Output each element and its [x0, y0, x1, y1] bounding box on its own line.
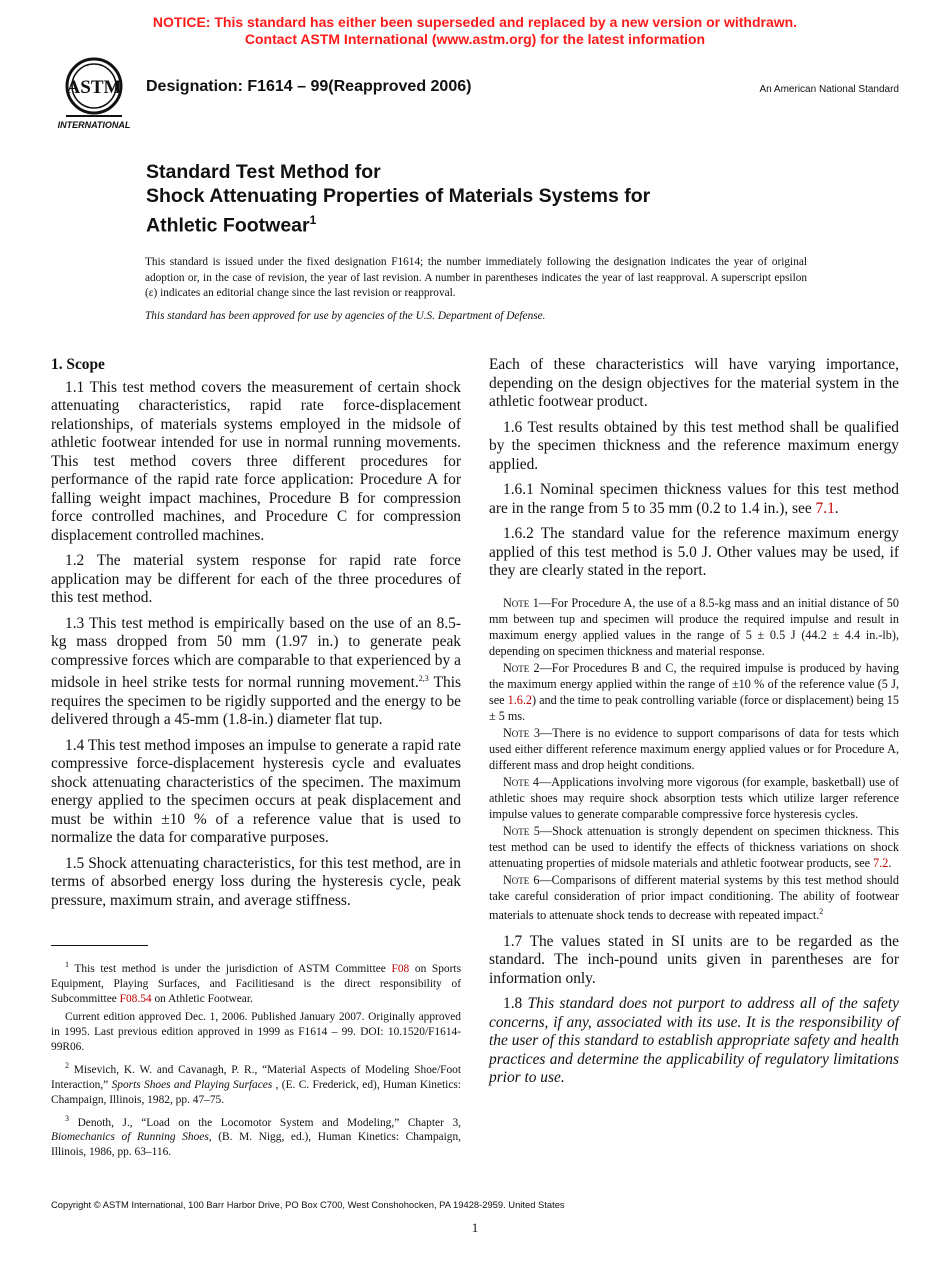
footnote-3-italic: Biomechanics of Running Shoes [51, 1131, 209, 1144]
note-2-text-a: 2—For Procedures B and C, the required impulse is produced by having the maximum energy applied within the range of ±10 % of the reference value (5 J, see [489, 660, 899, 707]
para-1-4: 1.4 This test method imposes an impulse to generate a rapid rate compressive force-displacement hysteresis cycle and evaluates shock attenuating characteristics of the specimen. The maximum energy applied to the specimen occurs at peak displacement and must be within ±10 % of a reference value that is used to normalize the data for comparative purposes. [51, 736, 461, 847]
link-f08-54[interactable]: F08.54 [119, 992, 152, 1005]
para-1-2: 1.2 The material system response for rapid rate force application may be different for each of the three procedures of this test method. [51, 552, 461, 606]
logo-caption: INTERNATIONAL [57, 120, 131, 130]
link-1-6-2[interactable]: 1.6.2 [507, 692, 532, 707]
note-5-label: Note [503, 823, 530, 838]
note-6-text: 6—Comparisons of different material systems by this test method should take careful consideration of prior impact conditioning. The ability of footwear materials to attenuate shock tends to decrease with repeated impact. [489, 872, 899, 922]
note-1 [489, 595, 899, 659]
notice-line-1: NOTICE: This standard has either been superseded and replaced by a new version or withdrawn. [152, 14, 798, 30]
footnote-2-text-b: , (E. C. Frederick, ed), Human Kinetics: Champaign, Illinois, 1982, pp. 47–75. [51, 1078, 461, 1106]
para-1-3-text-b: This requires the specimen to be rigidly supported and the energy to be delivered through a 45-mm (1.8-in.) diameter flat tup. [51, 674, 461, 729]
para-1-3-text-a: 1.3 This test method is empirically based on the use of an 8.5-kg mass dropped from 50 mm (1.97 in.) to generate peak compressive forces which are comparable to that experienced by a midsole in heel strike tests for normal running movement. [51, 614, 461, 692]
withdrawal-notice [0, 14, 950, 48]
footnote-3 [51, 1111, 461, 1161]
para-1-6-2: 1.6.2 The standard value for the reference maximum energy applied of this test method is 5.0 J. Other values may be used, if they are clearly stated in the report. [489, 525, 899, 579]
para-1-5: 1.5 Shock attenuating characteristics, for this test method, are in terms of absorbed energy loss during the hysteresis cycle, peak pressure, maximum strain, and average stiffness. [51, 854, 461, 909]
title-line-2: Shock Attenuating Properties of Materials Systems for [146, 185, 651, 207]
note-2 [489, 660, 899, 724]
note-1-text: 1—For Procedure A, the use of a 8.5-kg mass and an initial distance of 50 mm between tup and specimen will produce the required impulse and result in maximum energy applied values in the range of 5 ± 0.5 J (44.2 ± 4.4 in.-lb), depending on specimen thickness and material response. [489, 595, 899, 658]
footnote-3-marker: 3 [65, 1113, 69, 1123]
note-6-footnote-ref: 2 [819, 906, 824, 916]
footnote-1-text-a: This test method is under the jurisdiction of ASTM Committee [69, 962, 392, 975]
footnote-1-marker: 1 [65, 960, 69, 969]
para-1-8 [489, 995, 899, 1088]
page-number: 1 [471, 1220, 479, 1235]
note-5 [489, 823, 899, 871]
national-standard-label: An American National Standard [759, 84, 899, 95]
footnote-1-edition: Current edition approved Dec. 1, 2006. Published January 2007. Originally approved in 1995. Last previous edition approved in 1999 as F1614 – 99. DOI: 10.1520/F1614-99R06. [51, 1010, 461, 1053]
note-4 [489, 774, 899, 822]
note-2-label: Note [503, 660, 530, 675]
footnote-1 [51, 957, 461, 1007]
para-1-1: 1.1 This test method covers the measurement of certain shock attenuating characteristics, rapid rate force-displacement relationships, of materials systems employed in the midsole of athletic footwear intended for use in normal running movements. This test method covers three different procedures for performance of the rapid rate force application: Procedure A for falling weight impact machines, Procedure B for compression force controlled machines, and Procedure C for compression displacement controlled machines. [51, 378, 461, 544]
title-footnote-ref: 1 [309, 213, 317, 227]
document-title [146, 160, 650, 238]
note-5-text-b: . [888, 855, 892, 870]
notice-line-2: Contact ASTM International (www.astm.org) for the latest information [244, 31, 706, 47]
para-1-3-footnote-ref: 2,3 [418, 674, 429, 683]
designation: Designation: F1614 – 99(Reapproved 2006) [146, 78, 472, 95]
note-6 [489, 872, 899, 923]
footnote-3-text-b: , (B. M. Nigg, ed.), Human Kinetics: Champaign, Illinois, 1986, pp. 63–116. [51, 1131, 461, 1159]
footnote-divider [51, 945, 148, 946]
para-1-7: 1.7 The values stated in SI units are to be regarded as the standard. The inch-pound units given in parentheses are for information only. [489, 932, 899, 987]
link-f08[interactable]: F08 [391, 962, 410, 975]
dod-approval-statement: This standard has been approved for use by agencies of the U.S. Department of Defense. [145, 310, 546, 322]
footnote-2 [51, 1058, 461, 1108]
link-7-1[interactable]: 7.1 [815, 499, 835, 517]
note-6-label: Note [503, 872, 530, 887]
para-1-6-1-text-a: 1.6.1 Nominal specimen thickness values for this test method are in the range from 5 to 35 mm (0.2 to 1.4 in.), see [489, 481, 899, 517]
link-7-2[interactable]: 7.2 [873, 855, 889, 870]
para-1-5-continued: Each of these characteristics will have varying importance, depending on the design objectives for the material system in the athletic footwear product. [489, 356, 899, 410]
para-1-6: 1.6 Test results obtained by this test method shall be qualified by the specimen thickness and the reference maximum energy applied. [489, 418, 899, 473]
para-1-8-text: This standard does not purport to address all of the safety concerns, if any, associated with its use. It is the responsibility of the user of this standard to establish appropriate safety and health practices and determine the applicability of regulatory limitations prior to use. [489, 995, 899, 1087]
para-1-8-number: 1.8 [503, 995, 528, 1013]
title-line-3 [146, 208, 650, 238]
section-heading-scope: 1. Scope [51, 356, 105, 373]
title-line-1: Standard Test Method for [146, 161, 381, 183]
note-5-text-a: 5—Shock attenuation is strongly dependent on specimen thickness. This test method can be used to identify the effects of thickness variations on shock attenuating properties of midsole materials and athletic footwear products, see [489, 823, 899, 870]
footnote-2-italic: Sports Shoes and Playing Surfaces [111, 1078, 273, 1091]
title-line-3-text: Athletic Footwear [146, 214, 310, 237]
footnote-2-marker: 2 [65, 1060, 69, 1070]
copyright-line: Copyright © ASTM International, 100 Barr Harbor Drive, PO Box C700, West Conshohocken, PA 19428-2959. United States [51, 1199, 565, 1210]
para-1-3 [51, 615, 461, 730]
right-column [489, 356, 899, 1095]
para-1-6-1 [489, 481, 899, 518]
footnotes [51, 957, 461, 1163]
note-3 [489, 725, 899, 773]
para-1-6-1-text-b: . [834, 499, 839, 517]
issuance-statement: This standard is issued under the fixed designation F1614; the number immediately following the designation indicates the year of original adoption or, in the case of revision, the year of last revision. A number in parentheses indicates the year of last reapproval. A superscript epsilon (ε) indicates an editorial change since the last revision or reapproval. [145, 256, 807, 299]
footnote-3-text-a: Denoth, J., “Load on the Locomotor System and Modeling,” Chapter 3, [69, 1116, 461, 1129]
astm-logo [52, 56, 136, 132]
left-column [51, 356, 461, 917]
note-3-text: 3—There is no evidence to support comparisons of data for tests which used either different reference maximum energy applied values or for Procedure A, different mass and drop height conditions. [489, 725, 899, 772]
footnote-2-text-a: Misevich, K. W. and Cavanagh, P. R., “Material Aspects of Modeling Shoe/Foot Interaction,” [51, 1063, 461, 1091]
note-4-text: 4—Applications involving more vigorous (for example, basketball) use of athletic shoes may require shock absorption tests which utilize larger reference impulse values to generate comparable compressive force hysteresis cycles. [489, 774, 899, 821]
note-4-label: Note [503, 774, 530, 789]
footnote-1-text-c: on Athletic Footwear. [151, 992, 253, 1005]
note-2-text-b: ) and the time to peak controlling variable (force or displacement) being 15 ± 5 ms. [489, 692, 899, 723]
note-1-label: Note [503, 595, 530, 610]
logo-letters: ASTM [66, 77, 122, 98]
note-3-label: Note [503, 725, 530, 740]
footnote-1-text-b: on Sports Equipment, Playing Surfaces, and Facilitiesand is the direct responsibility of Subcommittee [51, 962, 462, 1005]
